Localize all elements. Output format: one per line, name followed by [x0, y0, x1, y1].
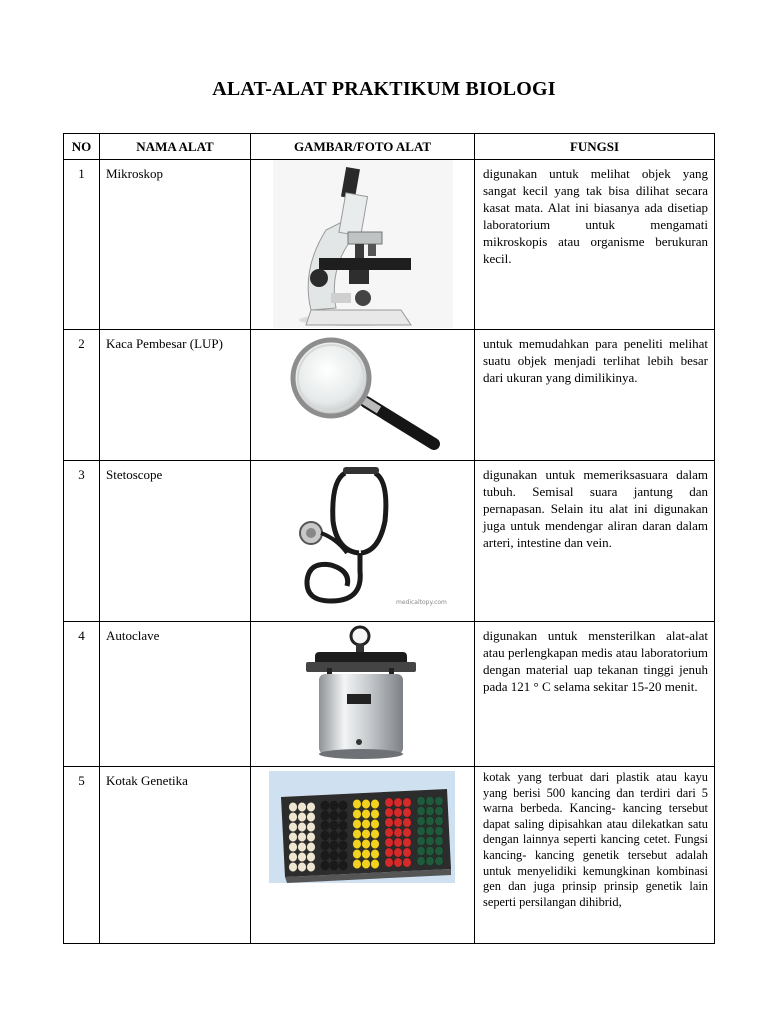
bead	[417, 816, 425, 825]
bead	[307, 832, 315, 841]
bead	[394, 848, 402, 857]
bead	[362, 859, 370, 868]
bead	[353, 859, 361, 868]
bead	[371, 799, 379, 808]
tool-image-cell	[251, 622, 475, 767]
table-header-row	[64, 134, 715, 160]
bead	[289, 852, 297, 861]
header-gambar: GAMBAR/FOTO ALAT	[251, 134, 475, 160]
bead	[307, 842, 315, 851]
bead	[330, 831, 338, 840]
bead	[394, 858, 402, 867]
bead	[330, 851, 338, 860]
bead	[330, 821, 338, 830]
bead	[417, 846, 425, 855]
bead	[394, 838, 402, 847]
bead	[417, 856, 425, 865]
bead	[417, 836, 425, 845]
bead	[385, 818, 393, 827]
microscope-image	[251, 160, 475, 330]
bead	[394, 828, 402, 837]
bead	[394, 808, 402, 817]
bead	[403, 818, 411, 827]
bead	[362, 849, 370, 858]
bead	[435, 826, 443, 835]
bead	[385, 798, 393, 807]
bead	[362, 839, 370, 848]
header-fungsi: FUNGSI	[475, 134, 715, 160]
bead	[353, 839, 361, 848]
header-no: NO	[64, 134, 100, 160]
tools-table	[63, 133, 715, 944]
tool-image-cell	[251, 461, 475, 622]
stethoscope-image	[251, 461, 475, 622]
tool-function: digunakan untuk mensterilkan alat-alat atau perlengkapan medis atau laboratorium dengan material uap tekanan tinggi jenuh pada 121 ° C selama sekitar 15-20 menit.	[475, 622, 715, 767]
bead	[362, 819, 370, 828]
bead	[371, 809, 379, 818]
genetics-box-image	[251, 767, 475, 944]
bead	[371, 829, 379, 838]
bead	[371, 819, 379, 828]
bead	[417, 826, 425, 835]
bead	[394, 798, 402, 807]
bead	[339, 861, 347, 870]
bead	[339, 821, 347, 830]
tool-name: Kaca Pembesar (LUP)	[100, 330, 251, 461]
tool-name: Kotak Genetika	[100, 767, 251, 944]
tool-name: Stetoscope	[100, 461, 251, 622]
header-nama-alat: NAMA ALAT	[100, 134, 251, 160]
bead	[307, 812, 315, 821]
bead	[321, 861, 329, 870]
bead	[385, 828, 393, 837]
bead	[385, 808, 393, 817]
bead	[298, 852, 306, 861]
bead	[321, 851, 329, 860]
bead	[307, 852, 315, 861]
bead	[307, 822, 315, 831]
bead	[435, 806, 443, 815]
bead	[403, 798, 411, 807]
bead	[339, 801, 347, 810]
tool-function: untuk memudahkan para peneliti melihat suatu objek menjadi terlihat lebih besar dari ukuran yang dimilikinya.	[475, 330, 715, 461]
bead	[353, 849, 361, 858]
row-number: 3	[64, 461, 100, 622]
magnifying-glass-image	[251, 330, 475, 461]
table-row	[64, 461, 715, 622]
bead	[403, 858, 411, 867]
image-watermark: medicaltopy.com	[396, 599, 447, 606]
bead	[426, 856, 434, 865]
bead	[289, 832, 297, 841]
bead	[426, 836, 434, 845]
bead	[435, 856, 443, 865]
bead	[298, 812, 306, 821]
bead	[385, 838, 393, 847]
tool-function: kotak yang terbuat dari plastik atau kayu yang berisi 500 kancing dan terdiri dari 5 warna berbeda. Kancing- kancing tersebut dapat saling dipisahkan atau dilekatkan satu dengan lainnya seperti kancing cetet. Fungsi kancing- kancing genetik tersebut adalah untuk menyelidiki kemungkinan kombinasi gen dan juga prinsip prinsip genetik lain seperti persilangan dihibrid,	[475, 767, 715, 944]
tool-name: Autoclave	[100, 622, 251, 767]
bead	[339, 811, 347, 820]
bead	[330, 861, 338, 870]
row-number: 4	[64, 622, 100, 767]
bead	[435, 796, 443, 805]
bead	[289, 812, 297, 821]
bead	[385, 848, 393, 857]
bead	[289, 822, 297, 831]
bead	[353, 809, 361, 818]
bead	[298, 822, 306, 831]
tool-name: Mikroskop	[100, 160, 251, 330]
table-row	[64, 767, 715, 944]
bead	[403, 848, 411, 857]
bead	[371, 859, 379, 868]
bead	[426, 796, 434, 805]
tool-function: digunakan untuk melihat objek yang sangat kecil yang tak bisa dilihat secara kasat mata. Alat ini biasanya ada disetiap laboratorium untuk mengamati mikroskopis atau organisme berukuran kecil.	[475, 160, 715, 330]
tool-function: digunakan untuk memeriksasuara dalam tubuh. Semisal suara jantung dan pernapasan. Selain itu alat ini digunakan juga untuk mendengar aliran daran dalam arteri, intestine dan vein.	[475, 461, 715, 622]
bead	[330, 841, 338, 850]
bead	[435, 846, 443, 855]
tool-image-cell	[251, 767, 475, 944]
bead	[426, 826, 434, 835]
bead	[298, 802, 306, 811]
bead	[403, 808, 411, 817]
bead	[417, 806, 425, 815]
row-number: 2	[64, 330, 100, 461]
bead	[362, 799, 370, 808]
table-row	[64, 330, 715, 461]
bead	[298, 862, 306, 871]
bead	[289, 842, 297, 851]
bead	[289, 802, 297, 811]
bead	[298, 842, 306, 851]
row-number: 1	[64, 160, 100, 330]
bead	[353, 799, 361, 808]
bead	[435, 836, 443, 845]
bead	[385, 858, 393, 867]
bead	[371, 849, 379, 858]
bead	[426, 806, 434, 815]
page-title: ALAT-ALAT PRAKTIKUM BIOLOGI	[212, 78, 556, 100]
bead	[330, 801, 338, 810]
bead	[362, 829, 370, 838]
bead	[307, 802, 315, 811]
bead	[321, 841, 329, 850]
bead	[321, 811, 329, 820]
bead	[371, 839, 379, 848]
row-number: 5	[64, 767, 100, 944]
bead	[321, 821, 329, 830]
table-row	[64, 160, 715, 330]
bead	[289, 862, 297, 871]
bead	[417, 796, 425, 805]
bead	[435, 816, 443, 825]
bead	[362, 809, 370, 818]
table-row	[64, 622, 715, 767]
bead	[339, 851, 347, 860]
bead	[403, 828, 411, 837]
bead	[339, 841, 347, 850]
bead	[353, 829, 361, 838]
tool-image-cell	[251, 330, 475, 461]
bead	[321, 831, 329, 840]
bead	[330, 811, 338, 820]
bead	[298, 832, 306, 841]
bead	[426, 846, 434, 855]
bead	[403, 838, 411, 847]
bead	[321, 801, 329, 810]
bead	[353, 819, 361, 828]
bead	[394, 818, 402, 827]
autoclave-image	[251, 622, 475, 767]
tool-image-cell	[251, 160, 475, 330]
bead	[339, 831, 347, 840]
bead	[426, 816, 434, 825]
bead	[307, 862, 315, 871]
